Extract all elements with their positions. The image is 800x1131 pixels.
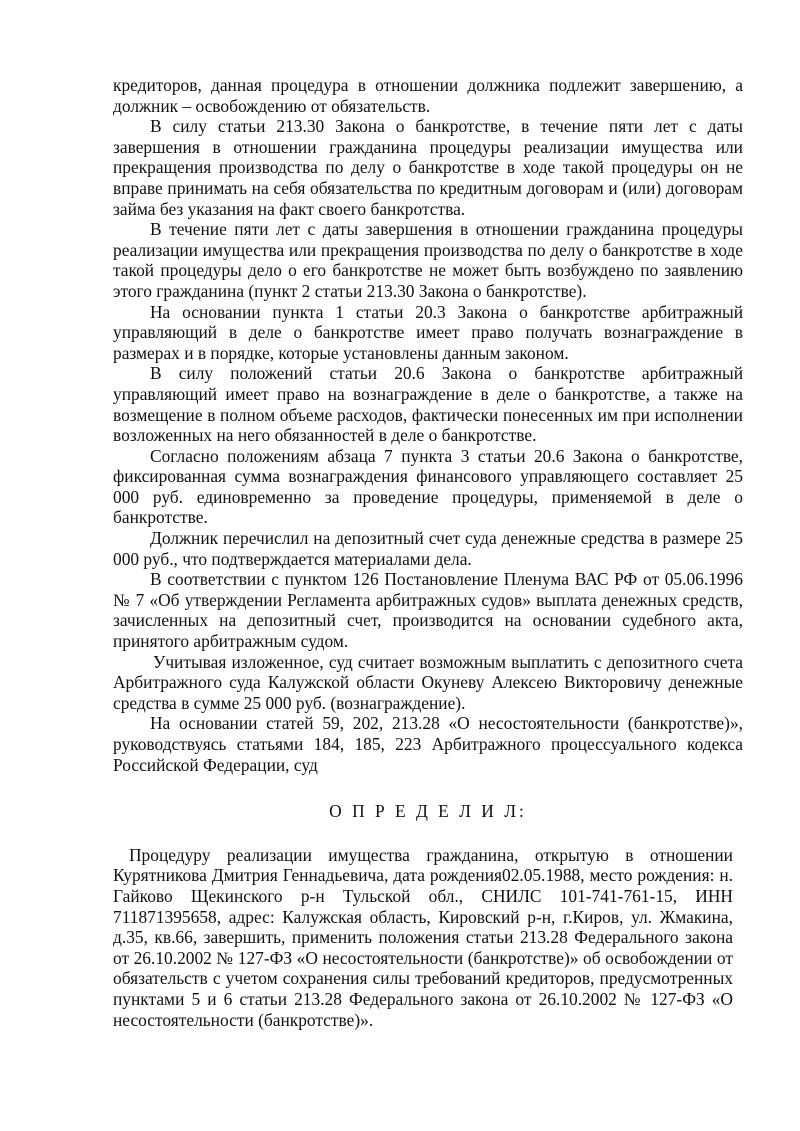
paragraph-article-20-3: На основании пункта 1 статьи 20.3 Закона о банкротстве арбитражный управляющий в деле о банкротстве имеет право получать вознаграждение в размерах и в порядке, которые установлены данным законом. (113, 301, 743, 363)
ruling-heading: О П Р Е Д Е Л И Л: (329, 801, 527, 822)
paragraph-fixed-fee: Согласно положениям абзаца 7 пункта 3 статьи 20.6 Закона о банкротстве, фиксированная сумма вознаграждения финансового управляющего составляет 25 000 руб. единовременно за проведение процедуры, применяемой в деле о банкротстве. (113, 445, 743, 528)
paragraph-article-20-6: В силу положений статьи 20.6 Закона о банкротстве арбитражный управляющий имеет право на вознаграждение в деле о банкротстве, а также на возмещение в полном объеме расходов, фактически понесенных им при исполнении возложенных на него обязанностей в деле о банкротстве. (113, 363, 743, 446)
paragraph-legal-basis: На основании статей 59, 202, 213.28 «О несостоятельности (банкротстве)», руководствуясь статьями 184, 185, 223 Арбитражного процессуального кодекса Российской Федерации, суд (113, 713, 743, 775)
ruling-text: Процедуру реализации имущества гражданина, открытую в отношении Курятникова Дмитрия Геннадьевича, дата рождения02.05.1988, место рождения: н. Гайково Щекинского р-н Тульской обл., СНИЛС 101-741-761-15, ИНН 711871395658, адрес: Калужская область, Кировский р-н, г.Киров, ул. Жмакина, д.35, кв.66, завершить, применить положения статьи 213.28 Федерального закона от 26.10.2002 № 127-ФЗ «О несостоятельности (банкротстве)» об освобождении от обязательств с учетом сохранения силы требований кредиторов, предусмотренных пунктами 5 и 6 статьи 213.28 Федерального закона от 26.10.2002 № 127-ФЗ «О несостоятельности (банкротстве)». (113, 844, 733, 1030)
paragraph-deposit: Должник перечислил на депозитный счет суда денежные средства в размере 25 000 руб., что подтверждается материалами дела. (113, 528, 743, 569)
paragraph-article-213-30: В силу статьи 213.30 Закона о банкротстве, в течение пяти лет с даты завершения в отношении гражданина процедуры реализации имущества или прекращения производства по делу о банкротстве в ходе такой процедуры он не вправе принимать на себя обязательства по кредитным договорам и (или) договорам займа без указания на факт своего банкротства. (113, 116, 743, 219)
paragraph-payment: Учитывая изложенное, суд считает возможным выплатить с депозитного счета Арбитражного суда Калужской области Окуневу Алексею Викторовичу денежные средства в сумме 25 000 руб. (вознаграждение). (113, 651, 743, 713)
paragraph-continuation: кредиторов, данная процедура в отношении должника подлежит завершению, а должник – освобождению от обязательств. (113, 75, 743, 116)
paragraph-regulation: В соответствии с пунктом 126 Постановление Пленума ВАС РФ от 05.06.1996 № 7 «Об утверждении Регламента арбитражных судов» выплата денежных средств, зачисленных на депозитный счет, производится на основании судебного акта, принятого арбитражным судом. (113, 569, 743, 652)
document-page (113, 75, 743, 1030)
paragraph-five-years: В течение пяти лет с даты завершения в отношении гражданина процедуры реализации имущества или прекращения производства по делу о банкротстве в ходе такой процедуры дело о его банкротстве не может быть возбуждено по заявлению этого гражданина (пункт 2 статьи 213.30 Закона о банкротстве). (113, 219, 743, 301)
